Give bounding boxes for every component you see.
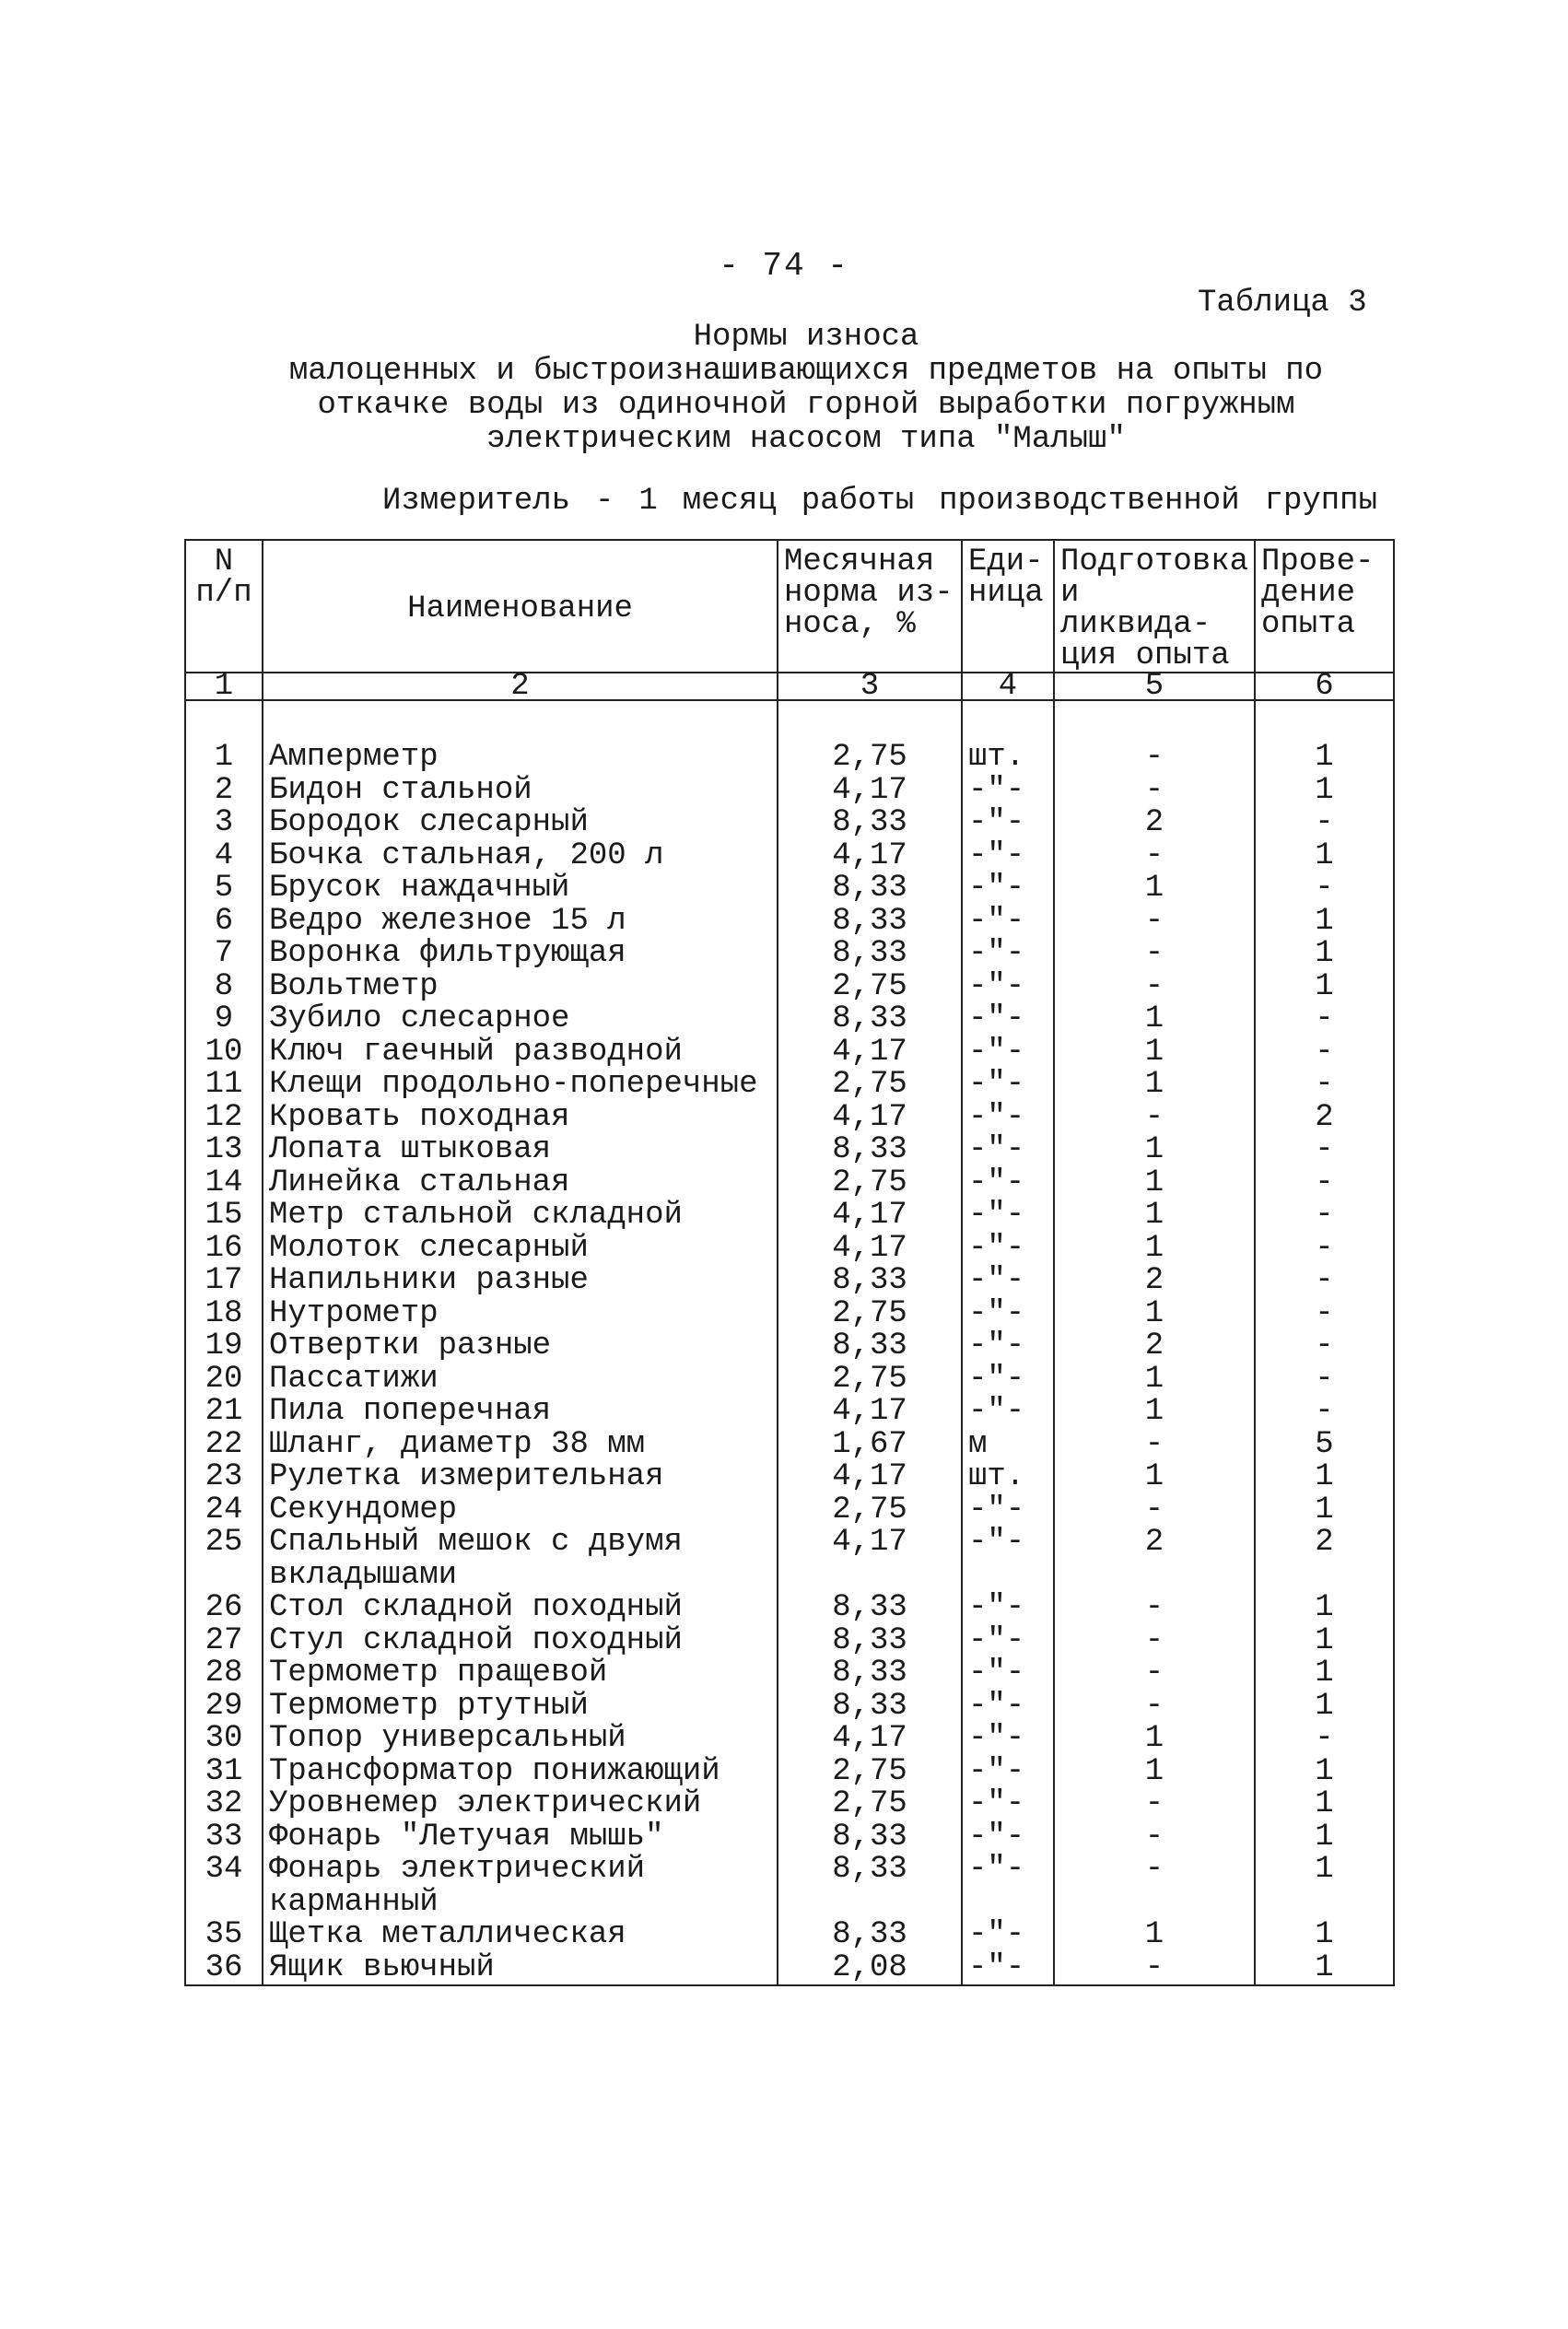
prep-qty: 2 [1054,1265,1255,1298]
conduct-qty: - [1255,1134,1394,1167]
prep-qty: - [1054,775,1255,808]
conduct-qty: - [1255,1330,1394,1363]
table-row [185,938,1394,971]
conduct-qty: 1 [1255,1625,1394,1658]
conduct-qty: 1 [1255,1461,1394,1494]
conduct-qty: 1 [1255,1952,1394,1986]
table-row [185,1919,1394,1952]
wear-rate: 8,33 [778,1330,962,1363]
table-row [185,775,1394,808]
table-row [185,1788,1394,1821]
table-row [185,1396,1394,1429]
unit: -"- [962,775,1054,808]
item-name: Стул складной походный [263,1625,778,1658]
row-number: 32 [185,1788,263,1821]
conduct-qty: 1 [1255,1756,1394,1789]
unit: шт. [962,742,1054,775]
row-number: 20 [185,1363,263,1397]
conduct-qty: 1 [1255,1788,1394,1821]
title-line: Нормы износа [693,320,919,355]
row-number: 11 [185,1069,263,1102]
table-label: Таблица 3 [1198,286,1367,321]
table-row [185,1102,1394,1135]
row-number: 30 [185,1723,263,1756]
wear-rate: 2,75 [778,1298,962,1331]
table-row [185,1723,1394,1756]
wear-rate: 2,75 [778,1494,962,1527]
conduct-qty: - [1255,1069,1394,1102]
item-name: Отвертки разные [263,1330,778,1363]
table-row [185,1854,1394,1919]
table-row [185,1756,1394,1789]
prep-qty: - [1054,1854,1255,1919]
item-name: Ведро железное 15 л [263,906,778,939]
page-number: - 74 - [719,247,849,285]
table-row [185,1821,1394,1855]
prep-qty: 1 [1054,1363,1255,1397]
item-name: Воронка фильтрующая [263,938,778,971]
row-number: 24 [185,1494,263,1527]
conduct-qty: - [1255,1265,1394,1298]
unit: -"- [962,1756,1054,1789]
unit: -"- [962,1592,1054,1625]
item-name: Фонарь электрический карманный [263,1854,778,1919]
header-cond-line: дение [1261,576,1356,611]
prep-qty: 1 [1054,1200,1255,1233]
unit: -"- [962,1036,1054,1070]
unit: -"- [962,1233,1054,1266]
item-name: Бородок слесарный [263,807,778,840]
item-name: Бочка стальная, 200 л [263,840,778,873]
conduct-qty: - [1255,1396,1394,1429]
wear-rate: 2,75 [778,1167,962,1200]
prep-qty: 1 [1054,872,1255,906]
header-rate-line: Месячная [784,544,935,579]
row-number: 10 [185,1036,263,1070]
row-number: 33 [185,1821,263,1855]
prep-qty: 2 [1054,1330,1255,1363]
column-number: 2 [263,673,778,700]
prep-qty: - [1054,971,1255,1004]
column-number: 3 [778,673,962,700]
conduct-qty: 1 [1255,1821,1394,1855]
title-line: малоценных и быстроизнашивающихся предметов на опыты по [288,354,1324,389]
item-name: Нутрометр [263,1298,778,1331]
table-row [185,1527,1394,1592]
prep-qty: 1 [1054,1036,1255,1070]
row-number: 1 [185,742,263,775]
wear-rate: 4,17 [778,775,962,808]
table-row [185,872,1394,906]
wear-rate: 8,33 [778,1657,962,1691]
row-number: 8 [185,971,263,1004]
conduct-qty: 1 [1255,742,1394,775]
item-name: Термометр пращевой [263,1657,778,1691]
conduct-qty: - [1255,1233,1394,1266]
wear-rate: 4,17 [778,1200,962,1233]
table-row [185,1494,1394,1527]
unit: -"- [962,1134,1054,1167]
wear-rate: 8,33 [778,807,962,840]
header-unit [962,540,1054,673]
wear-rate: 4,17 [778,1102,962,1135]
conduct-qty: 1 [1255,1494,1394,1527]
conduct-qty: 5 [1255,1429,1394,1462]
unit: -"- [962,1625,1054,1658]
item-name: Ключ гаечный разводной [263,1036,778,1070]
conduct-qty: - [1255,1003,1394,1036]
conduct-qty: 1 [1255,938,1394,971]
item-name: Пассатижи [263,1363,778,1397]
title-line: электрическим насосом типа "Малыш" [486,422,1126,457]
conduct-qty: 2 [1255,1102,1394,1135]
table-row [185,1429,1394,1462]
table-row [185,971,1394,1004]
wear-rate: 8,33 [778,1691,962,1724]
prep-qty: 1 [1054,1003,1255,1036]
table-row [185,1200,1394,1233]
item-name: Бидон стальной [263,775,778,808]
wear-rate: 2,75 [778,742,962,775]
wear-rate: 2,75 [778,1069,962,1102]
conduct-qty: - [1255,807,1394,840]
item-name: Кровать походная [263,1102,778,1135]
table-row [185,1233,1394,1266]
conduct-qty: 1 [1255,1919,1394,1952]
table-row [185,807,1394,840]
wear-rate: 2,08 [778,1952,962,1986]
unit: -"- [962,1657,1054,1691]
unit: м [962,1429,1054,1462]
conduct-qty: 1 [1255,840,1394,873]
row-number: 5 [185,872,263,906]
prep-qty: 2 [1054,807,1255,840]
row-number: 4 [185,840,263,873]
prep-qty: - [1054,1592,1255,1625]
item-name: Клещи продольно-поперечные [263,1069,778,1102]
row-number: 27 [185,1625,263,1658]
prep-qty: 1 [1054,1069,1255,1102]
item-name: Стол складной походный [263,1592,778,1625]
unit: -"- [962,1788,1054,1821]
norms-table [184,539,1395,1986]
prep-qty: - [1054,1788,1255,1821]
column-number: 4 [962,673,1054,700]
table-row [185,1069,1394,1102]
row-number: 19 [185,1330,263,1363]
column-number: 6 [1255,673,1394,700]
prep-qty: - [1054,1494,1255,1527]
conduct-qty: - [1255,1036,1394,1070]
item-name: Фонарь "Летучая мышь" [263,1821,778,1855]
header-rate [778,540,962,673]
wear-rate: 2,75 [778,1756,962,1789]
item-name: Шланг, диаметр 38 мм [263,1429,778,1462]
row-number: 22 [185,1429,263,1462]
prep-qty: - [1054,1625,1255,1658]
row-number: 18 [185,1298,263,1331]
header-prep-line: и ликвида- [1060,576,1211,642]
unit: -"- [962,807,1054,840]
header-prep [1054,540,1255,673]
wear-rate: 8,33 [778,1854,962,1919]
column-number: 5 [1054,673,1255,700]
row-number: 23 [185,1461,263,1494]
table-row [185,1625,1394,1658]
header-rate-line: носа, % [784,607,916,642]
conduct-qty: - [1255,1167,1394,1200]
wear-rate: 8,33 [778,1919,962,1952]
prep-qty: 1 [1054,1723,1255,1756]
row-number: 29 [185,1691,263,1724]
wear-rate: 1,67 [778,1429,962,1462]
unit: -"- [962,872,1054,906]
item-name: Трансформатор понижающий [263,1756,778,1789]
row-number: 28 [185,1657,263,1691]
header-prep-line: ция опыта [1060,638,1230,673]
row-number: 15 [185,1200,263,1233]
unit: -"- [962,1821,1054,1855]
item-name: Амперметр [263,742,778,775]
row-number: 36 [185,1952,263,1986]
unit: -"- [962,906,1054,939]
header-num [185,540,263,673]
wear-rate: 8,33 [778,1592,962,1625]
table-title [276,321,1336,457]
unit: -"- [962,1396,1054,1429]
conduct-qty: 1 [1255,1854,1394,1919]
header-name: Наименование [263,540,778,673]
table-row [185,1952,1394,1986]
table-row [185,742,1394,775]
item-name: Термометр ртутный [263,1691,778,1724]
item-name: Рулетка измерительная [263,1461,778,1494]
item-name: Лопата штыковая [263,1134,778,1167]
header-rate-line: норма из- [784,576,954,611]
unit: -"- [962,1298,1054,1331]
conduct-qty: - [1255,872,1394,906]
title-line: откачке воды из одиночной горной выработки погружным [317,388,1295,423]
item-name: Пила поперечная [263,1396,778,1429]
row-number: 31 [185,1756,263,1789]
conduct-qty: - [1255,1363,1394,1397]
table-row [185,1134,1394,1167]
conduct-qty: - [1255,1723,1394,1756]
wear-rate: 2,75 [778,1788,962,1821]
row-number: 13 [185,1134,263,1167]
conduct-qty: 1 [1255,906,1394,939]
prep-qty: - [1054,906,1255,939]
row-number: 9 [185,1003,263,1036]
item-name: Щетка металлическая [263,1919,778,1952]
wear-rate: 8,33 [778,1134,962,1167]
item-name: Секундомер [263,1494,778,1527]
item-name: Вольтметр [263,971,778,1004]
unit: -"- [962,1102,1054,1135]
header-unit-line: ница [968,576,1044,611]
unit: -"- [962,1200,1054,1233]
wear-rate: 4,17 [778,1036,962,1070]
wear-rate: 4,17 [778,840,962,873]
prep-qty: - [1054,1429,1255,1462]
table-row [185,1298,1394,1331]
prep-qty: 1 [1054,1233,1255,1266]
wear-rate: 4,17 [778,1527,962,1592]
table-row [185,1003,1394,1036]
measurer-line: Измеритель - 1 месяц работы производственной группы [382,484,1377,519]
conduct-qty: 1 [1255,1657,1394,1691]
table-row [185,1691,1394,1724]
unit: -"- [962,1003,1054,1036]
item-name: Уровнемер электрический [263,1788,778,1821]
wear-rate: 8,33 [778,1265,962,1298]
table-row [185,1167,1394,1200]
prep-qty: - [1054,938,1255,971]
conduct-qty: 1 [1255,971,1394,1004]
conduct-qty: - [1255,1200,1394,1233]
row-number: 2 [185,775,263,808]
row-number: 26 [185,1592,263,1625]
prep-qty: - [1054,840,1255,873]
prep-qty: 1 [1054,1919,1255,1952]
column-number: 1 [185,673,263,700]
prep-qty: 1 [1054,1396,1255,1429]
item-name: Молоток слесарный [263,1233,778,1266]
unit: -"- [962,1330,1054,1363]
spacer-row [185,700,1394,742]
conduct-qty: - [1255,1298,1394,1331]
wear-rate: 4,17 [778,1396,962,1429]
item-name: Брусок наждачный [263,872,778,906]
prep-qty: - [1054,1102,1255,1135]
prep-qty: 1 [1054,1298,1255,1331]
item-name: Спальный мешок с двумя вкладышами [263,1527,778,1592]
unit: -"- [962,1919,1054,1952]
row-number: 17 [185,1265,263,1298]
prep-qty: - [1054,1691,1255,1724]
item-name: Метр стальной складной [263,1200,778,1233]
wear-rate: 4,17 [778,1233,962,1266]
unit: -"- [962,938,1054,971]
wear-rate: 8,33 [778,872,962,906]
row-number: 21 [185,1396,263,1429]
prep-qty: 1 [1054,1167,1255,1200]
header-unit-line: Еди- [968,544,1044,579]
item-name: Ящик вьючный [263,1952,778,1986]
row-number: 12 [185,1102,263,1135]
header-cond [1255,540,1394,673]
row-number: 25 [185,1527,263,1592]
unit: -"- [962,1723,1054,1756]
header-cond-line: опыта [1261,607,1356,642]
row-number: 3 [185,807,263,840]
item-name: Топор универсальный [263,1723,778,1756]
wear-rate: 4,17 [778,1461,962,1494]
table-row [185,1363,1394,1397]
unit: -"- [962,1494,1054,1527]
table-row [185,1265,1394,1298]
prep-qty: 1 [1054,1756,1255,1789]
table-row [185,840,1394,873]
header-cond-line: Прове- [1261,544,1375,579]
unit: -"- [962,1167,1054,1200]
conduct-qty: 1 [1255,775,1394,808]
unit: -"- [962,1691,1054,1724]
wear-rate: 8,33 [778,1625,962,1658]
unit: -"- [962,1363,1054,1397]
table-row [185,1657,1394,1691]
row-number: 34 [185,1854,263,1919]
row-number: 16 [185,1233,263,1266]
table-row [185,1036,1394,1070]
unit: -"- [962,1952,1054,1986]
prep-qty: - [1054,1952,1255,1986]
table-row [185,906,1394,939]
unit: -"- [962,1527,1054,1592]
header-prep-line: Подготовка [1060,544,1249,579]
table-row [185,1592,1394,1625]
table-body [185,700,1394,1985]
wear-rate: 8,33 [778,1821,962,1855]
unit: -"- [962,1265,1054,1298]
table-row [185,1330,1394,1363]
prep-qty: 1 [1054,1134,1255,1167]
row-number: 35 [185,1919,263,1952]
item-name: Зубило слесарное [263,1003,778,1036]
header-num-line: N [214,544,234,579]
wear-rate: 2,75 [778,971,962,1004]
header-num-line: п/п [195,576,252,611]
header-row [185,540,1394,673]
row-number: 7 [185,938,263,971]
wear-rate: 8,33 [778,938,962,971]
column-number-row [185,673,1394,700]
unit: -"- [962,1854,1054,1919]
wear-rate: 4,17 [778,1723,962,1756]
conduct-qty: 1 [1255,1691,1394,1724]
prep-qty: - [1054,1657,1255,1691]
row-number: 14 [185,1167,263,1200]
unit: шт. [962,1461,1054,1494]
conduct-qty: 1 [1255,1592,1394,1625]
item-name: Напильники разные [263,1265,778,1298]
unit: -"- [962,840,1054,873]
table-row [185,1461,1394,1494]
unit: -"- [962,1069,1054,1102]
wear-rate: 2,75 [778,1363,962,1397]
row-number: 6 [185,906,263,939]
wear-rate: 8,33 [778,906,962,939]
item-name: Линейка стальная [263,1167,778,1200]
unit: -"- [962,971,1054,1004]
prep-qty: - [1054,1821,1255,1855]
prep-qty: 2 [1054,1527,1255,1592]
prep-qty: 1 [1054,1461,1255,1494]
conduct-qty: 2 [1255,1527,1394,1592]
prep-qty: - [1054,742,1255,775]
wear-rate: 8,33 [778,1003,962,1036]
